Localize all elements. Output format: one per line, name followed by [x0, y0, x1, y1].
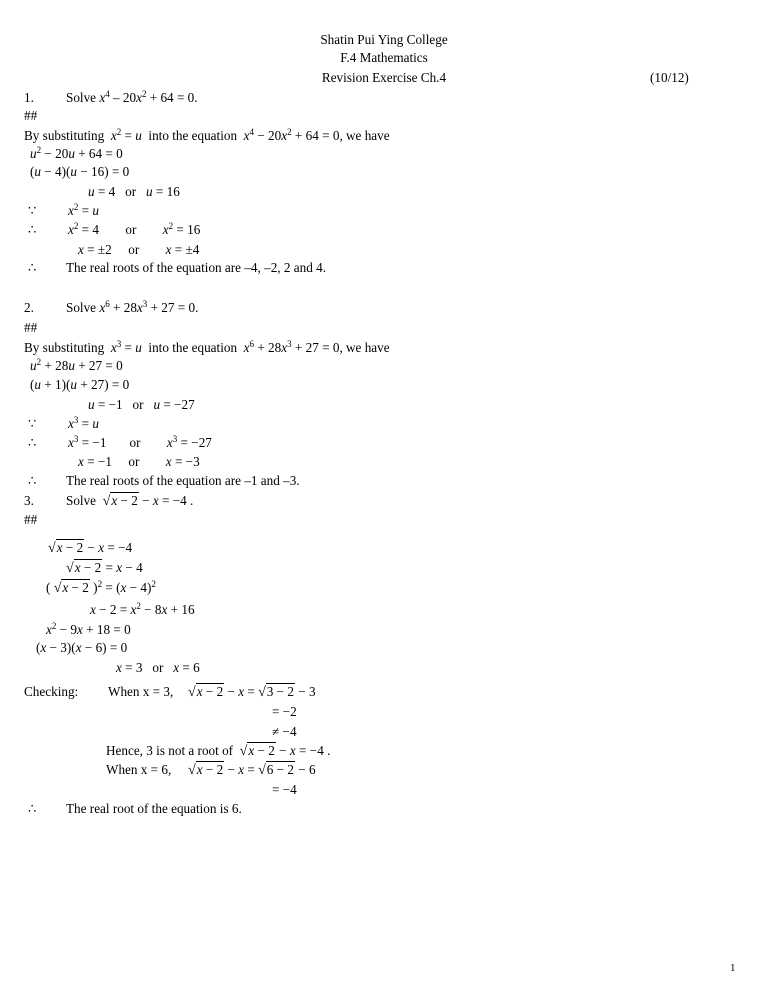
q2-step-x: x = −1 or x = −3 — [78, 454, 200, 469]
q3-step-x-values: x = 3 or x = 6 — [116, 660, 200, 675]
q2-marker: ## — [24, 320, 38, 335]
q3-step-square: ( √x − 2 )$^2 = (x - 4)^2$ — [46, 579, 156, 596]
q3-step-expand: $x - 2 = x^2 - 8x + 16$ — [90, 601, 195, 617]
q1-question: Solve $x^4 - 20x^2 + 64 = 0$. — [66, 89, 198, 105]
q2-number: 2. — [24, 300, 34, 315]
q1-therefore-symbol-2: ∴ — [28, 260, 37, 275]
date-label: (10/12) — [650, 70, 689, 85]
exercise-title: Revision Exercise Ch.4 — [321, 70, 447, 85]
q3-number: 3. — [24, 493, 34, 508]
q1-step-x2: $x^2 = 4$ or $x^2 = 16$ — [68, 221, 201, 237]
q2-step-x3: $x^3 = -1$ or $x^3 = -27$ — [68, 434, 212, 450]
q3-marker: ## — [24, 512, 38, 527]
q3-checking-label: Checking: — [24, 684, 79, 699]
q1-substitution-line: By substituting $x^2 = u$ into the equation $x^4 - 20x^2 + 64 = 0$, we have — [24, 127, 390, 143]
q3-check-x3-neq: ≠ −4 — [272, 724, 297, 739]
q1-step-factored: (u − 4)(u − 16) = 0 — [30, 164, 130, 179]
q2-therefore-symbol-2: ∴ — [28, 473, 37, 488]
q2-step-quadratic: $u^2 + 28u + 27 = 0$ — [30, 357, 123, 373]
q3-step-original: √x − 2 − x = −4 — [48, 540, 133, 556]
q1-therefore-symbol-1: ∴ — [28, 222, 37, 237]
q2-therefore-symbol-1: ∴ — [28, 435, 37, 450]
q1-step-x: x = ±2 or x = ±4 — [78, 242, 200, 257]
q3-question: Solve √x − 2 − x = −4 . — [66, 493, 194, 509]
q1-because-symbol: ∵ — [28, 203, 37, 218]
q1-step-quadratic: $u^2 - 20u + 64 = 0$ — [30, 145, 123, 161]
q2-step-u-values: u = −1 or u = −27 — [88, 397, 195, 412]
q3-check-x3-label: When x = 3, — [108, 684, 174, 699]
q3-hence-line: Hence, 3 is not a root of √x − 2 − x = −4 . — [106, 743, 331, 759]
q1-step-u-values: u = 4 or u = 16 — [88, 184, 180, 199]
q1-step-recall: $x^2 = u$ — [68, 202, 99, 218]
q2-because-symbol: ∵ — [28, 416, 37, 431]
q3-step-factored: (x − 3)(x − 6) = 0 — [36, 640, 128, 655]
q1-marker: ## — [24, 108, 38, 123]
q1-conclusion: The real roots of the equation are –4, –2, 2 and 4. — [66, 260, 327, 275]
q3-check-x6-label: When x = 6, — [106, 762, 172, 777]
school-name: Shatin Pui Ying College — [320, 32, 448, 47]
q2-conclusion: The real roots of the equation are –1 and –3. — [66, 473, 300, 488]
q3-check-x3-result: = −2 — [272, 704, 297, 719]
q3-check-x3-expr: √x − 2 − x = √3 − 2 − 3 — [188, 684, 316, 700]
q3-conclusion: The real root of the equation is 6. — [66, 801, 242, 816]
q2-step-recall: $x^3 = u$ — [68, 415, 99, 431]
q3-check-x6-result: = −4 — [272, 782, 297, 797]
q2-step-factored: (u + 1)(u + 27) = 0 — [30, 377, 130, 392]
q3-therefore-symbol: ∴ — [28, 801, 37, 816]
q2-substitution-line: By substituting $x^3 = u$ into the equation $x^6 + 28x^3 + 27 = 0$, we have — [24, 339, 390, 355]
q2-question: Solve $x^6 + 28x^3 + 27 = 0$. — [66, 299, 199, 315]
q3-check-x6-expr: √x − 2 − x = √6 − 2 − 6 — [188, 762, 316, 778]
subject-title: F.4 Mathematics — [340, 50, 428, 65]
q3-step-quadratic: $x^2 - 9x + 18 = 0$ — [46, 621, 131, 637]
page-number: 1 — [730, 962, 736, 974]
q1-number: 1. — [24, 90, 34, 105]
q3-step-isolate: √x − 2 = x − 4 — [66, 560, 143, 576]
